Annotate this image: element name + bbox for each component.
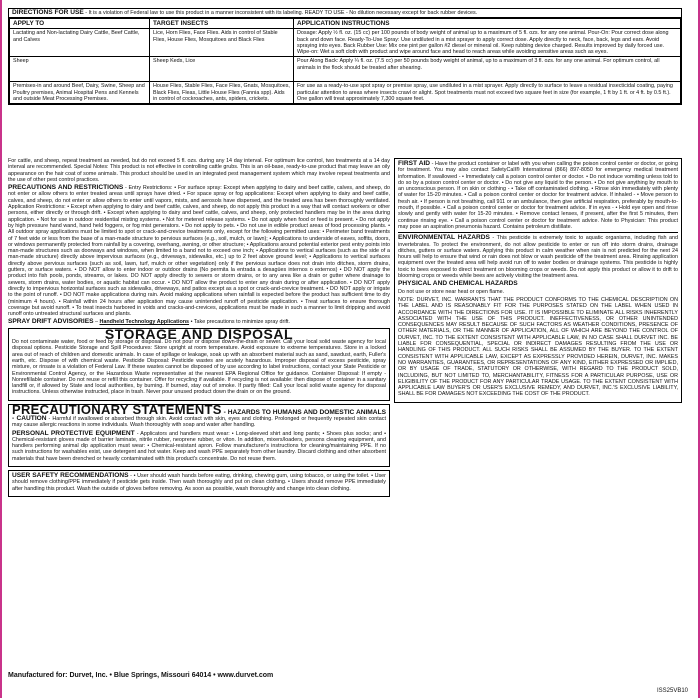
environmental-title: ENVIRONMENTAL HAZARDS	[398, 234, 490, 242]
directions-table	[9, 18, 681, 104]
precautionary-title: PRECAUTIONARY STATEMENTS	[12, 401, 222, 417]
apply-to-cell: Premises-in and around Beef, Dairy, Swine, Sheep and Poultry premises, Animal Hospital Pens and Kennels and outside Meat Processing Premises.	[10, 82, 150, 104]
spray-drift-section: SPRAY DRIFT ADVISORIES – Handheld Technology Applications • Take precautions to minimize spray drift.	[8, 318, 291, 326]
user-safety-box	[8, 470, 390, 497]
directions-table-header	[10, 19, 681, 29]
precautions-section	[8, 185, 390, 317]
label-code: ISS25VB10	[656, 688, 688, 694]
directions-box	[8, 8, 682, 105]
precautionary-text: - Harmful if swallowed or absorbed through skin. Avoid contact with skin, eyes and clothing. Prolonged or frequently repeated skin contact may cause allergic reactions in some individuals. Wash thoroughly with soap and water after handling.	[12, 415, 386, 429]
divider	[398, 232, 678, 233]
storage-text: Do not contaminate water, food or feed by storage or disposal. Do not pour or dispose down-the-drain or sewer. Call your local solid waste agency for local disposal options. Pesticide Storage and Spill Procedures: Store upright at room temperature. Avoid exposure to extreme temperatures. Store in a locked area out of reach of children and domestic animals. In case of spillage or leakage, soak up with an absorbent material such as sand, sawdust, earth, Fuller's earth, etc. Dispose of with chemical waste. Pesticide Disposal: Pesticide wastes are acutely hazardous. Improper disposal of excess pesticide, spray mixture, or rinsate is a violation of Federal Law. If these wastes cannot be disposed of by use according to label instructions, contact your State Pesticide or Environmental Control Agency, or the Hazardous Waste representative at the nearest EPA Regional Office for guidance. Container Disposal: If empty - Nonrefillable container. Do not reuse or refill this container. Offer for recycling if available. If recycling is not available: then dispose of container in a sanitary landfill or, if allowed by State and local authorities, by burning. If burned, stay out of smoke. If partly filled: Call your local solid waste agency for disposal instructions. Unless otherwise instructed, place in trash. Never pour unused product down the drain or on the ground.	[12, 339, 386, 396]
directions-intro: - It is a violation of Federal law to use this product in a manner inconsistent with its labeling. READY TO USE - No dilution necessary except for back rubber devices.	[83, 10, 478, 16]
ppe-section	[12, 431, 386, 462]
target-insects-cell: Lice, Horn Flies, Face Flies. Aids in control of Stable Flies, House Flies, Mosquitoes and Black Flies	[150, 29, 294, 57]
directions-heading: DIRECTIONS FOR USE	[12, 9, 84, 16]
physical-hazards-text: Do not use or store near heat or open flame.	[398, 288, 505, 295]
column-header-instructions: APPLICATION INSTRUCTIONS	[294, 19, 681, 29]
first-aid-text: - Have the product container or label with you when calling the poison control center or doctor, or going for treatment. You may also contact SafetyCall® International (866) 897-8050 for emergency medical treatment information. If swallowed - • Immediately call a poison control center or doctor. • Do not induce vomiting unless told to do so by a poison control center or doctor. • Do not give any liquid to the person. • Do not give anything by mouth to an unconscious person. If on skin or clothing - • Take off contaminated clothing. • Rinse skin immediately with plenty of water for 15-20 minutes. • Call a poison control center or doctor for treatment advice. If inhaled - • Move person to fresh air. • If person is not breathing, call 911 or an ambulance, then give artificial respiration, preferably by mouth-to-mouth, if possible. • Call a poison control center or doctor for treatment advice. If in eyes - • Hold eye open and rinse slowly and gently with water for 15-20 minutes. • Remove contact lenses, if present, after the first 5 minutes, then continue rinsing eye. • Call a poison control center or doctor for treatment advice. Note to Physician: This product may pose an aspiration pneumonia hazard. Contains petroleum distillate.	[398, 161, 678, 230]
ppe-title: PERSONAL PROTECTIVE EQUIPMENT	[12, 429, 135, 437]
table-row	[10, 29, 681, 57]
storage-box	[8, 325, 390, 401]
instructions-cell: For use as a ready-to-use spot spray or premise spray, use undiluted in a mist sprayer. Apply directly to surface to leave a residual insecticidal coating, paying particular attention to areas where insects crawl or alight. Spot treatments must not exceed two square feet in size (for example, 1 ft by 1 ft. or 4 ft. by 0.5 ft.). One gallon will treat approximately 7,300 square feet.	[294, 82, 681, 104]
environmental-text: - This pesticide is extremely toxic to aquatic organisms, including fish and invertebrates. To protect the environment, do not allow pesticide to enter or run off into storm drains, drainage ditches, gutters or surface waters. Applying this product in calm weather when rain is not predicted for the next 24 hours will help to ensure that wind or rain does not blow or wash pesticide off the treatment area. Rinsing application equipment over the treated area will help avoid run off to water bodies or drainage systems. This pesticide is highly toxic to bees exposed to direct treatment on blooming crops or weeds. Do not apply this product or allow it to drift to blooming crops or weeds while bees are actively visiting the treatment area.	[398, 235, 678, 280]
spray-drift-title: SPRAY DRIFT ADVISORIES	[8, 318, 94, 326]
precautions-text: - Entry Restrictions: • For surface spray: Except when applying to dairy and beef cattle, calves, and sheep, do not enter or allow others to enter treated areas until sprays have dried. • For space spray or fog applications: Except when applying to dairy and beef cattle, calves, and sheep, do not enter or allow others to enter until vapors, mists, and aerosols have dispersed, and the treated area has been thoroughly ventilated. Application Restrictions: • Except when applying to dairy and beef cattle, calves, and sheep, do not apply this product in a way that will contact workers or other persons, either directly or through drift. • Except when applying to dairy and beef cattle, calves, and sheep, only protected handlers may be in the area during application. • Not for use in outdoor residential misting systems. • Not for metered release systems. • Do not apply when food or feed is present. • Do not apply by high pressure hand wand, hand held foggers, or fog mist generators. • Do not apply to pets. • Do not use in edible product areas of food processing plants. • All outdoor spray applications must be limited to spot or crack-and-crevice treatments only, except for the following permitted uses: • Perimeter band treatments of 7 feet wide or less from the base of a man-made structure to pervious surfaces (e.g., soil, mulch, or lawn); • Applications to underside of eaves, soffits, doors, or windows permanently protected from rainfall by a covering, overhang, awning, or other structure; • Applications around potential exterior pest entry points into man-made structures such as doorways and windows, when limited to a band not to exceed one inch; • Applications to vertical surfaces (such as the side of a man-made structure) directly above impervious surfaces (e.g., driveways, sidewalks, etc.) up to 2 feet above ground level; • Applications to vertical surfaces directly above pervious surfaces (such as soil, lawn, turf, mulch or other vegetation) only if the pervious surface does not drain into ditches, storm drains, gutters, or surface waters. • DO NOT allow to enter indoor or outdoor drains (No permita la entrada a desagües internos o externos) • DO NOT apply the product into fish pools, ponds, streams, or lakes. DO NOT apply directly to sewers or storm drains, or to any area like a drain or gutter where drainage to sewers, storm drains, water bodies, or aquatic habitat can occur. • DO NOT allow the product to enter any drain during or after application. • DO NOT apply directly to impervious horizontal surfaces such as sidewalks, driveways, and patios except as a spot or crack-and-crevice treatment. • DO NOT apply or irrigate to the point of runoff. • DO NOT make applications during rain. Avoid making applications when rainfall is expected before the product has sufficient time to dry (minimum 4 hours). • Rainfall within 24 hours after application may cause unintended runoff of pesticide application. • Treat surfaces to ensure thorough coverage but avoid runoff. • To treat insects harbored in voids and cracks-and-crevices, applications must be made in such a manner to limit dripping and avoid runoff onto untreated structural surfaces and plants.	[8, 185, 390, 318]
first-aid-title: FIRST AID	[398, 160, 431, 167]
warranty-notice: NOTE: DURVET, INC. WARRANTS THAT THE PRODUCT CONFORMS TO THE CHEMICAL DESCRIPTION ON THE LABEL AND IS REASONABLY FIT FOR THE PURPOSES STATED ON THE LABEL WHEN USED IN ACCORDANCE WITH THE DIRECTIONS FOR USE. IT IS IMPOSSIBLE TO ELIMINATE ALL RISKS INHERENTLY ASSOCIATED WITH THE USE OF THIS PRODUCT. INEFFECTIVENESS, OR OTHER UNINTENDED CONSEQUENCES MAY RESULT BECAUSE OF SUCH FACTORS AS WEATHER CONDITIONS, PRESENCE OF OTHER MATERIALS, OR THE MANNER OF APPLICATION, ALL OF WHICH ARE BEYOND THE CONTROL OF DURVET, INC. TO THE EXTENT CONSISTENT WITH APPLICABLE LAW, IN NO CASE SHALL DURVET INC. BE LIABLE FOR CONSEQUENTIAL, SPECIAL OR INDIRECT DAMAGES RESULTING FROM THE USE OR HANDLING OF THIS PRODUCT. ALL SUCH RISKS SHALL BE ASSUMED BY THE BUYER. TO THE EXTENT CONSISTENT WITH APPLICABLE LAW, EXCEPT AS EXPRESSLY PROVIDED HEREIN, DURVET, INC. MAKES NO WARRANTIES, GUARANTEES, OR REPRESENTATIONS OF ANY KIND, EITHER EXPRESSED OR IMPLIED, OR BY USAGE OF TRADE, STATUTORY OR OTHERWISE, WITH REGARD TO THE PRODUCT SOLD, INCLUDING, BUT NOT LIMITED TO, MERCHANTABILITY, FITNESS FOR A PARTICULAR PURPOSE, USE OR ELIGIBILITY OF THE PRODUCT FOR ANY PARTICULAR TRADE USAGE. TO THE EXTENT CONSISTENT WITH APPLICABLE LAW BUYER'S OR USER'S EXCLUSIVE REMEDY, AND DURVET, INC.'S EXCLUSIVE LIABILITY, SHALL BE FOR DAMAGES NOT EXCEEDING THE COST OF THE PRODUCT.	[398, 296, 678, 398]
right-column	[394, 158, 682, 403]
user-safety-title: USER SAFETY RECOMMENDATIONS	[12, 472, 129, 480]
user-safety-text: - • User should wash hands before eating, drinking, chewing gum, using tobacco, or using the toilet. • User should remove clothing/PPE immediately if pesticide gets inside. Then wash thoroughly and put on clean clothing. • Users should remove PPE immediately after handling this product. Wash the outside of gloves before removing. As soon as possible, wash thoroughly and change into clean clothing.	[12, 473, 386, 492]
ppe-text: - Applicators and handlers must wear: • Long-sleeved shirt and long pants; • Shoes plus socks; and • Chemical-resistant gloves made of barrier laminate, nitrile rubber, neoprene rubber, or viton. In addition, mixers/loaders, persons cleaning equipment, and handlers performing animal dip application must wear: • Chemical-resistant apron. Follow manufacturer's instructions for cleaning/maintaining PPE. If no such instructions for washables exist, use detergent and hot water. Keep and wash PPE separately from other laundry. Discard clothing and other absorbent materials that have been drenched or heavily contaminated with this product's concentrate. Do not reuse them.	[12, 430, 387, 462]
physical-hazards-title: PHYSICAL AND CHEMICAL HAZARDS	[398, 280, 518, 288]
precautions-title: PRECAUTIONS AND RESTRICTIONS	[8, 184, 124, 192]
user-safety-section	[12, 473, 386, 492]
target-insects-cell: House Flies, Stable Flies, Face Flies, Gnats, Mosquitoes, Black Flies, Fleas, Little House Flies (Fannia spp). Aids in control of cockroaches, ants, spiders, crickets.	[150, 82, 294, 104]
column-header-target-insects: TARGET INSECTS	[150, 19, 294, 29]
precautionary-subtitle: - HAZARDS TO HUMANS AND DOMESTIC ANIMALS - CAUTION	[12, 408, 386, 422]
directions-header	[9, 9, 681, 18]
spray-drift-text: • Take precautions to minimize spray drift.	[190, 319, 291, 326]
left-column	[8, 158, 390, 500]
cattle-notes: For cattle, and sheep, repeat treatment as needed, but do not exceed 5 fl. ozs. during any 14 day interval. For optimum lice control, two treatments at a 14 day interval are recommended. Special Notes: This product is not effective in controlling cattle grubs. This is an oil-base, ready-to-use product that may leave an oily appearance on the hair coat of some animals. This product should be used in an integrated pest management system which may involve repeat treatments and the use of other pest control practices.	[8, 158, 390, 183]
instructions-cell: Pour Along Back: Apply ¼ fl. oz. (7.5 cc) per 50 pounds body weight of animal, up to a maximum of 3 fl. ozs. for any one animal. For optimum control, all animals in the flock should be treated after shearing.	[294, 57, 681, 82]
target-insects-cell: Sheep Keds, Lice	[150, 57, 294, 82]
environmental-section	[398, 235, 678, 279]
storage-title: STORAGE AND DISPOSAL	[104, 325, 294, 342]
spray-drift-link: Handheld Technology Applications	[99, 319, 190, 326]
column-header-apply-to: APPLY TO	[10, 19, 150, 29]
manufacturer-line: Manufactured for: Durvet, Inc. • Blue Springs, Missouri 64014 • www.durvet.com	[8, 672, 274, 679]
precautionary-statement	[12, 401, 386, 429]
precautionary-box	[8, 401, 390, 467]
table-row	[10, 57, 681, 82]
instructions-cell: Dosage: Apply ½ fl. oz. (15 cc) per 100 pounds of body weight of animal up to a maximum of 5 fl. ozs. for any one animal. Pour-On: Pour correct dose along back and down face. Ready-To-Use Spray: Use undiluted in a mist sprayer to apply correct dose. Apply directly to neck, face, back, legs and ears. Avoid spraying into eyes. Back Rubber Use: Mix one pint per gallon #2 diesel or mineral oil. Keep rubbing device charged. Results improved by daily forced use. Wipe-on: Wet a soft cloth with product and wipe around face and head to reach areas while avoiding sensitive areas such as eyes.	[294, 29, 681, 57]
apply-to-cell: Sheep	[10, 57, 150, 82]
first-aid-section	[398, 161, 678, 230]
apply-to-cell: Lactating and Non-lactating Dairy Cattle, Beef Cattle, and Calves	[10, 29, 150, 57]
table-row	[10, 82, 681, 104]
